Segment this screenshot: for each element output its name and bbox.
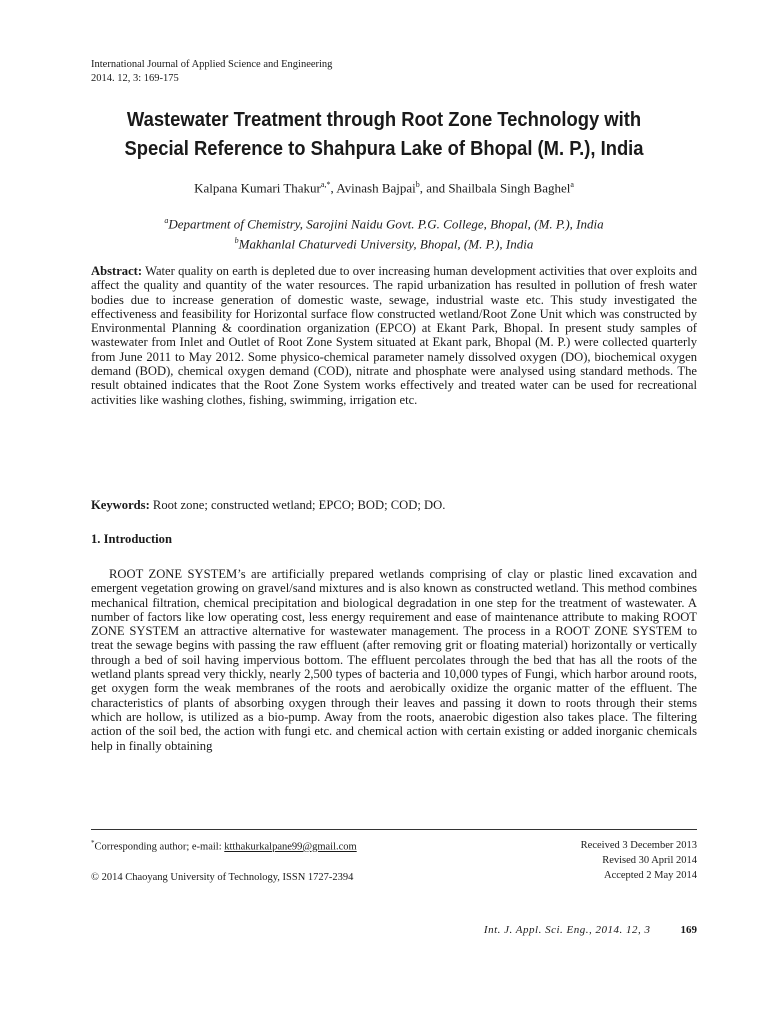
footnote-correspondence <box>91 836 357 885</box>
page-footer <box>484 924 697 936</box>
affiliation-list <box>40 212 728 253</box>
introduction-paragraph: ROOT ZONE SYSTEM’s are artificially prepared wetlands comprising of clay or plastic lined excavation and emergent vegetation growing on gravel/sand mixtures and is also known as constructed wetland. This method combines mechanical filtration, chemical precipitation and biological degradation in one step for the treatment of wastewater. A number of factors like low operating cost, less energy requirement and ease of maintenance attribute to making ROOT ZONE SYSTEM an attractive alternative for wastewater management. The process in a ROOT ZONE SYSTEM to treat the sewage begins with passing the raw effluent (after removing grit or floating material) horizontally or vertically through a bed of soil having impervious bottom. The effluent percolates through the bed that has all the roots of the wetland plants spread very thickly, nearly 2,500 types of bacteria and 10,000 types of Fungi, which harbor around roots, get oxygen form the weak membranes of the roots and aerobically oxidize the organic matter of the effluent. The characteristics of plants of absorbing oxygen through their leaves and passing it down to roots through their stems which are hollow, is utilized as a bio-pump. Away from the roots, anaerobic digestion also takes place. The filtering action of the soil bed, the action with fungi etc. and chemical action with certain existing or added inorganic chemicals help in finally obtaining <box>91 567 697 753</box>
footer-citation: Int. J. Appl. Sci. Eng., 2014. 12, 3 <box>483 924 651 936</box>
journal-name: International Journal of Applied Science and Engineering <box>91 59 333 70</box>
received-date: Received 3 December 2013 <box>580 840 697 851</box>
affiliation-b-text: Makhanlal Chaturvedi University, Bhopal, (M. P.), India <box>238 236 534 252</box>
footnote-corresponding-label: Corresponding author; e-mail: <box>94 841 225 853</box>
abstract <box>91 264 697 407</box>
affiliation-b <box>40 232 728 252</box>
revised-date: Revised 30 April 2014 <box>602 855 697 866</box>
author-1: Kalpana Kumari Thakur <box>194 180 321 196</box>
journal-issue: 2014. 12, 3: 169-175 <box>91 73 179 84</box>
author-1-mark: a,* <box>320 180 331 189</box>
keywords-text: Root zone; constructed wetland; EPCO; BOD; COD; DO. <box>149 498 446 512</box>
section-heading-introduction: 1. Introduction <box>91 532 172 546</box>
affiliation-a-text: Department of Chemistry, Sarojini Naidu Govt. P.G. College, Bhopal, (M. P.), India <box>168 216 604 232</box>
paper-title-line-2: Special Reference to Shahpura Lake of Bhopal (M. P.), India <box>124 138 644 160</box>
paper-title-line-1: Wastewater Treatment through Root Zone Technology with <box>126 109 642 131</box>
affiliation-a-mark: a <box>164 216 169 225</box>
abstract-label: Abstract: <box>91 264 143 278</box>
footnote-mark: * <box>91 839 95 847</box>
footnote-divider <box>91 829 697 830</box>
author-3-mark: a <box>570 180 574 189</box>
affiliation-a <box>40 212 728 232</box>
author-3: , and Shailbala Singh Baghel <box>419 180 571 196</box>
page-number: 169 <box>680 924 697 936</box>
submission-dates <box>581 838 697 883</box>
paper-title <box>68 106 701 164</box>
accepted-date: Accepted 2 May 2014 <box>603 870 697 881</box>
author-2-mark: b <box>415 180 420 189</box>
keywords-label: Keywords: <box>91 498 150 512</box>
author-email-link[interactable]: ktthakurkalpane99@gmail.com <box>224 841 357 853</box>
author-list <box>40 176 728 197</box>
copyright-notice: © 2014 Chaoyang University of Technology, ISSN 1727-2394 <box>91 871 354 883</box>
journal-header <box>91 58 332 86</box>
keywords <box>91 498 697 512</box>
abstract-text: Water quality on earth is depleted due to over increasing human development activities that over exploits and affect the quality and quantity of the water resources. The rapid urbanization has resulted in pollution of fresh water bodies due to increase generation of domestic waste, sewage, industrial waste etc. This study investigated the effectiveness and feasibility for Horizontal surface flow constructed wetland/Root Zone Unit which was constructed by Environmental Planning & coordination organization (EPCO) at Ekant Park, Bhopal. In present study samples of wastewater from Inlet and Outlet of Root Zone System situated at Ekant park, Bhopal (M. P.) were collected quarterly from June 2011 to May 2012. Some physico-chemical parameter namely dissolved oxygen (DO), biochemical oxygen demand (BOD), chemical oxygen demand (COD), nitrate and phosphate were analysed using standard methods. The result obtained indicates that the Root Zone System works effectively and treated water can be used for recreational activities like washing clothes, fishing, swimming, irrigation etc. <box>91 264 697 407</box>
affiliation-b-mark: b <box>234 236 239 246</box>
author-2: , Avinash Bajpai <box>330 180 416 196</box>
